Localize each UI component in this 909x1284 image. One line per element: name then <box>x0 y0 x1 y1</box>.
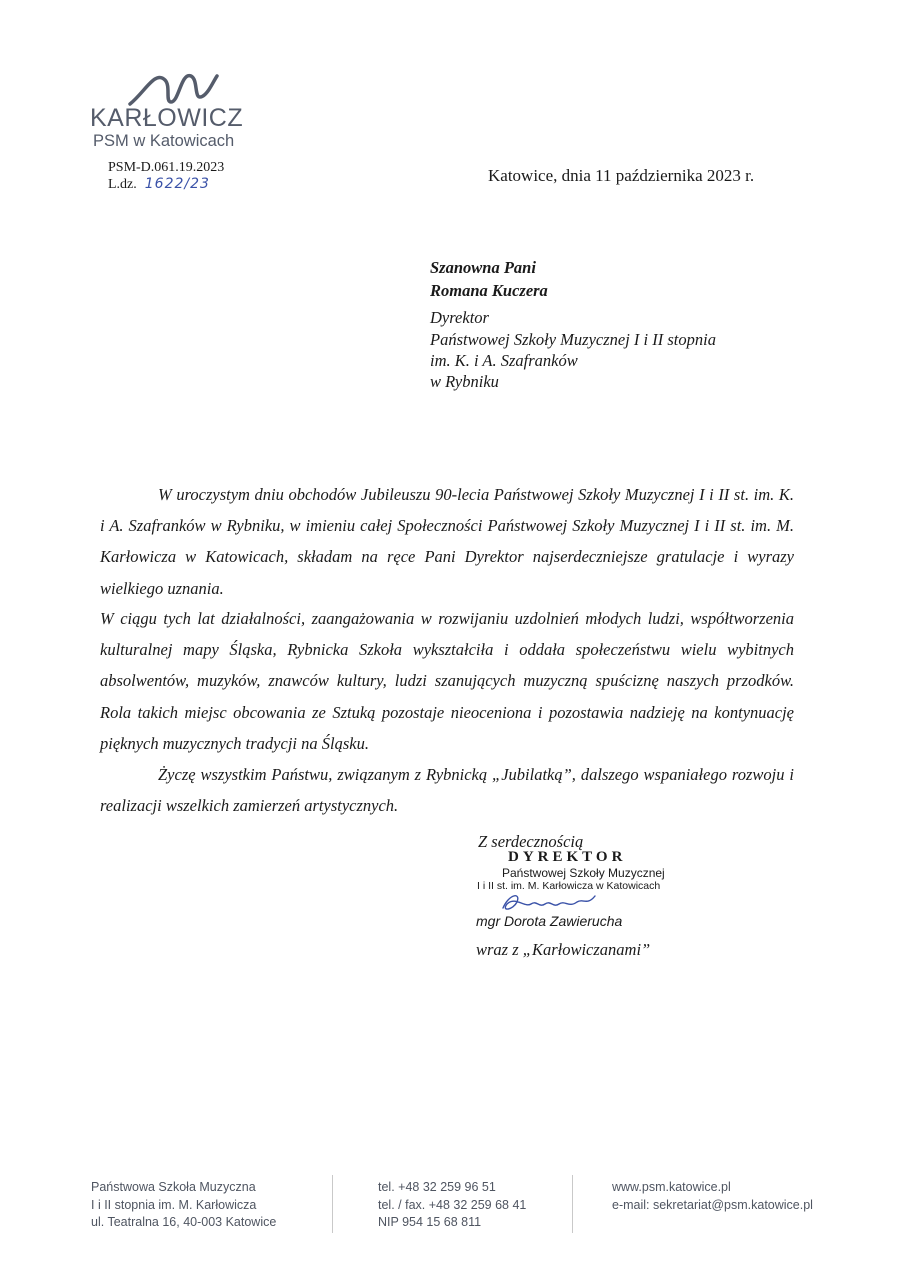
footer-contact <box>378 1179 526 1232</box>
footer-fax: tel. / fax. +48 32 259 68 41 <box>378 1197 527 1212</box>
footer-school-line3: ul. Teatralna 16, 40-003 Katowice <box>91 1215 277 1229</box>
recipient-city: w Rybniku <box>430 372 499 391</box>
closing-phrase: Z serdecznością <box>478 832 584 851</box>
footer-nip: NIP 954 15 68 811 <box>378 1215 482 1229</box>
footer-divider <box>332 1175 333 1233</box>
ldz-handwritten: 1622/23 <box>144 176 210 192</box>
recipient-institution-line1: Państwowej Szkoły Muzycznej I i II stopnia <box>430 330 716 349</box>
recipient-institution-line2: im. K. i A. Szafranków <box>430 351 578 370</box>
recipient-role: Dyrektor <box>430 308 489 327</box>
recipient-name: Romana Kuczera <box>430 281 548 300</box>
footer-phone: tel. +48 32 259 96 51 <box>378 1180 496 1194</box>
logo-subtitle: PSM w Katowicach <box>93 132 235 150</box>
stamp-line-2: I i II st. im. M. Karłowicza w Katowicach <box>477 880 661 892</box>
footer-school-line2: I i II stopnia im. M. Karłowicza <box>91 1197 257 1212</box>
ldz-label: L.dz. <box>108 177 137 192</box>
ldz-line <box>108 176 210 193</box>
recipient-salutation: Szanowna Pani <box>430 258 536 277</box>
body-paragraph-1: W uroczystym dniu obchodów Jubileuszu 90-lecia Państwowej Szkoły Muzycznej I i II st. im. K. i A. Szafranków w Rybniku, w imieniu całej Społeczności Państwowej Szkoły Muzycznej I i II st. im. M. Karłowicza w Katowicach, składam na ręce Pani Dyrektor najserdeczniejsze gratulacje i wyrazy wielkiego uznania. <box>100 485 794 598</box>
footer-divider <box>572 1175 573 1233</box>
stamp-title: DYREKTOR <box>508 849 627 865</box>
footer-website-link[interactable]: www.psm.katowice.pl <box>612 1180 731 1194</box>
letter-date: Katowice, dnia 11 października 2023 r. <box>488 166 755 185</box>
signer-name: mgr Dorota Zawierucha <box>476 913 623 929</box>
footer-email-link[interactable]: e-mail: sekretariat@psm.katowice.pl <box>612 1197 813 1212</box>
reference-number: PSM-D.061.19.2023 <box>108 160 225 175</box>
footer-school <box>91 1179 276 1232</box>
logo-name: KARŁOWICZ <box>90 104 244 132</box>
footer-school-line1: Państwowa Szkoła Muzyczna <box>91 1180 256 1194</box>
body-paragraph-3: Życzę wszystkim Państwu, związanym z Rybnicką „Jubilatką”, dalszego wspaniałego rozwoju i realizacji wszelkich zamierzeń artystycznych. <box>100 765 794 816</box>
footer-web <box>612 1179 813 1214</box>
body-paragraph-2: W ciągu tych lat działalności, zaangażowania w rozwijaniu uzdolnień młodych ludzi, współtworzenia kulturalnej mapy Śląska, Rybnicka Szkoła wykształciła i oddała społeczeństwu wielu wybitnych absolwentów, muzyków, znawców kultury, ludzi szanujących muzyczną spuściznę naszych przodków. Rola takich miejsc obcowania ze Sztuką pozostaje nieoceniona i pozostawia nadzieję na kontynuację pięknych muzycznych tradycji na Śląsku. <box>100 609 794 753</box>
together-with: wraz z „Karłowiczanami” <box>476 940 651 959</box>
stamp-line-1: Państwowej Szkoły Muzycznej <box>502 866 665 880</box>
